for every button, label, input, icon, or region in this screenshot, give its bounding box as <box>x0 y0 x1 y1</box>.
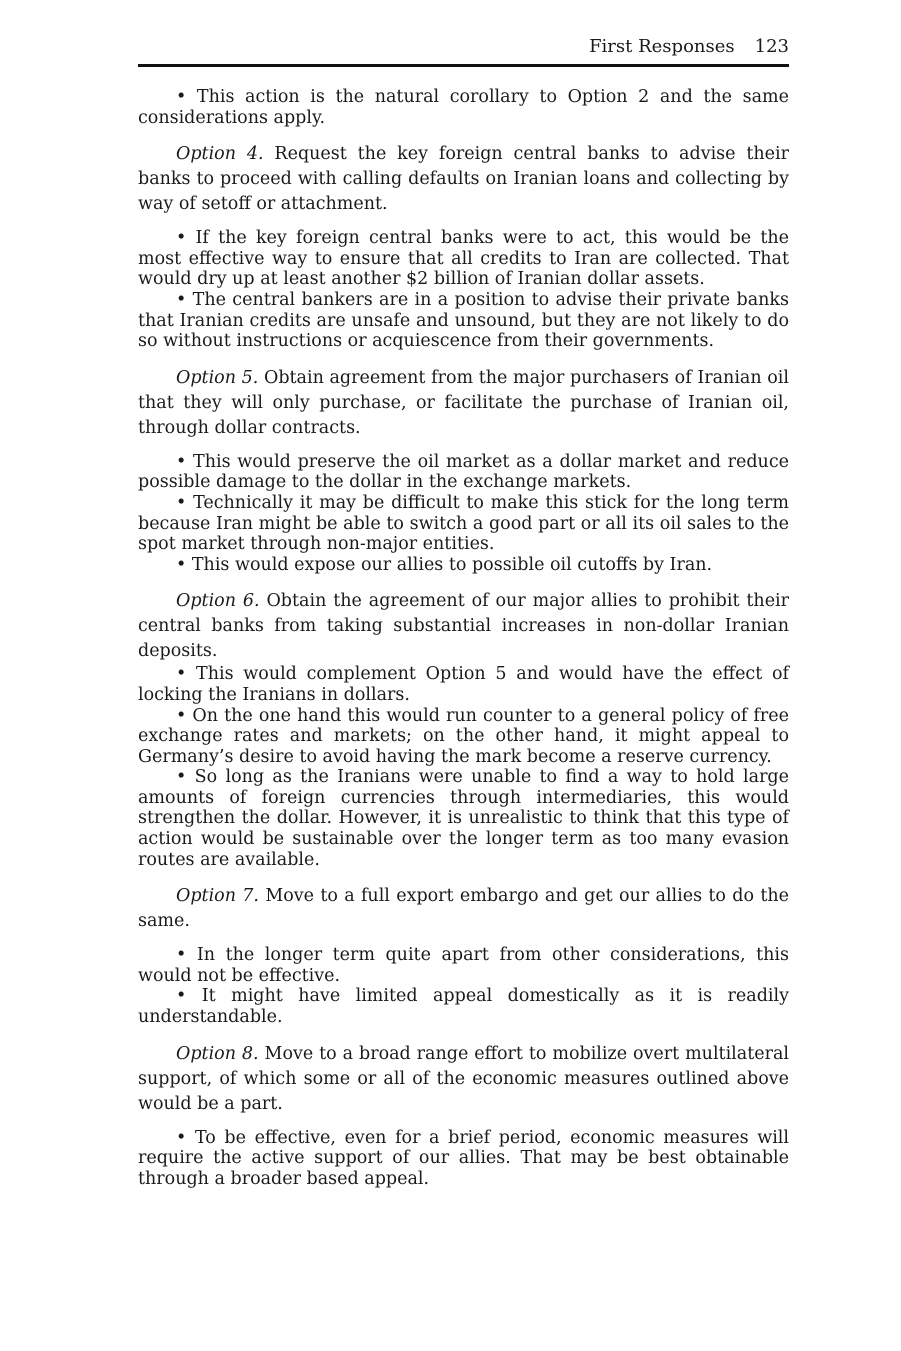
option-label: Option 4. <box>176 144 264 165</box>
bullet-point: • So long as the Iranians were unable to find a way to hold large amounts of foreign currencies through intermediaries, this would strengthen the dollar. However, it is unrealistic to think that this type of action would be sustainable over the longer term as too many evasion routes are available. <box>138 767 789 870</box>
option-4-paragraph <box>138 142 789 217</box>
option-8-paragraph <box>138 1042 789 1117</box>
option-label: Option 5. <box>176 367 259 388</box>
bullet-point: • It might have limited appeal domestically as it is readily understandable. <box>138 986 789 1028</box>
bullet-point: • This action is the natural corollary to Option 2 and the same considerations apply. <box>138 87 789 128</box>
bullet-point: • If the key foreign central banks were to act, this would be the most effective way to ensure that all credits to Iran are collected. That would dry up at least another $2 billion of Iranian dollar assets. <box>138 228 789 290</box>
bullet-point: • The central bankers are in a position to advise their private banks that Iranian credits are unsafe and unsound, but they are not likely to do so without instructions or acquiescence from their governments. <box>138 289 789 352</box>
bullet-point: • To be effective, even for a brief period, economic measures will require the active support of our allies. That may be best obtainable through a broader based appeal. <box>138 1127 789 1189</box>
option-6-paragraph <box>138 589 789 664</box>
option-label: Option 8. <box>176 1043 259 1064</box>
option-text: Obtain agreement from the major purchasers of Iranian oil that they will only purchase, or facilitate the purchase of Iranian oil, through dollar contracts. <box>138 367 789 438</box>
option-7-paragraph <box>138 884 789 934</box>
bullet-point: • On the one hand this would run counter to a general policy of free exchange rates and markets; on the other hand, it might appeal to Germany’s desire to avoid having the mark become a reserve currency. <box>138 705 789 767</box>
bullet-point: • In the longer term quite apart from other considerations, this would not be effective. <box>138 945 789 986</box>
bullet-point: • This would complement Option 5 and would have the effect of locking the Iranians in dollars. <box>138 664 789 705</box>
bullet-point: • This would preserve the oil market as a dollar market and reduce possible damage to the dollar in the exchange markets. <box>138 451 789 493</box>
option-text: Move to a full export embargo and get our allies to do the same. <box>138 886 789 932</box>
running-header <box>138 30 789 67</box>
option-label: Option 7. <box>176 886 259 907</box>
bullet-point: • This would expose our allies to possible oil cutoffs by Iran. <box>176 554 713 575</box>
page-body <box>138 67 789 1189</box>
option-5-paragraph <box>138 366 789 441</box>
option-text: Move to a broad range effort to mobilize overt multilateral support, of which some or all of the economic measures outlined above would be a part. <box>138 1043 789 1114</box>
section-title: First Responses <box>589 36 735 57</box>
option-text: Request the key foreign central banks to advise their banks to proceed with calling defaults on Iranian loans and collecting by way of setoff or attachment. <box>138 144 789 215</box>
option-text: Obtain the agreement of our major allies to prohibit their central banks from taking substantial increases in non-dollar Iranian deposits. <box>138 591 790 662</box>
book-page <box>138 30 789 1189</box>
bullet-point: • Technically it may be difficult to make this stick for the long term because Iran might be able to switch a good part or all its oil sales to the spot market through non-major entities. <box>138 492 789 555</box>
option-label: Option 6. <box>176 591 260 612</box>
page-number: 123 <box>754 36 789 57</box>
